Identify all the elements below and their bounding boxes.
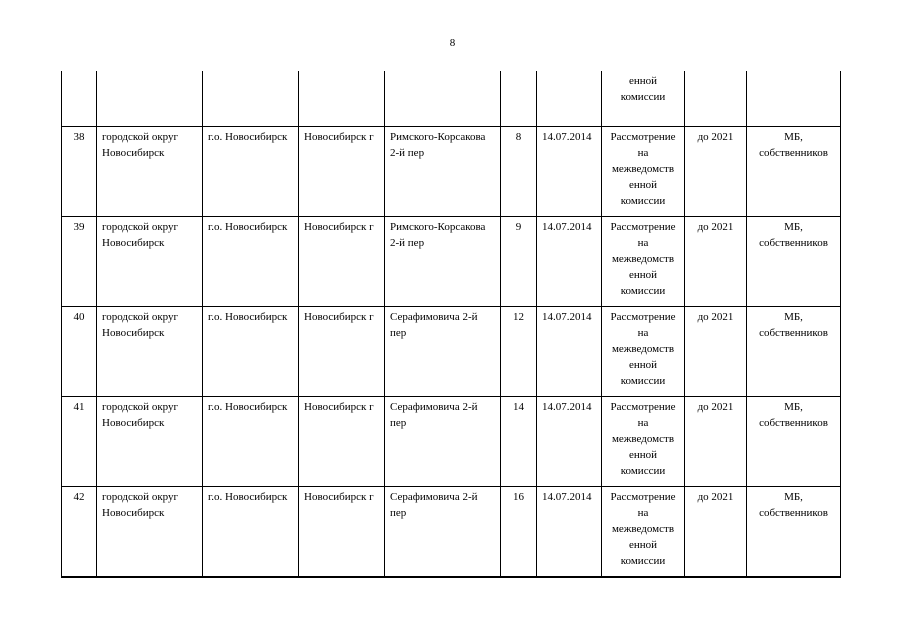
decision-line: на — [637, 237, 649, 249]
decision-cell — [602, 397, 685, 487]
settlement-cell: г.о. Новосибирск — [203, 127, 299, 217]
city-cell: Новосибирск г — [299, 397, 385, 487]
decision-cell — [602, 127, 685, 217]
decision-cell — [602, 307, 685, 397]
decision-line: енной — [628, 449, 658, 461]
street-cell: Римского-Корсакова 2-й пер — [385, 127, 501, 217]
row-number: 41 — [62, 397, 97, 487]
decision-line: межведомств — [611, 523, 675, 535]
funding-cell: МБ, собственников — [747, 397, 841, 487]
decision-cell-continued: енной комиссии — [602, 71, 685, 127]
date-cell: 14.07.2014 — [537, 487, 602, 578]
city-cell: Новосибирск г — [299, 217, 385, 307]
decision-line: комиссии — [620, 285, 666, 297]
decision-line: енной — [628, 179, 658, 191]
city-cell: Новосибирск г — [299, 127, 385, 217]
date-cell: 14.07.2014 — [537, 307, 602, 397]
decision-line: комиссии — [620, 375, 666, 387]
table-row — [62, 307, 841, 397]
house-number-cell: 14 — [501, 397, 537, 487]
decision-line: на — [637, 507, 649, 519]
decision-line: енной — [628, 539, 658, 551]
settlement-cell: г.о. Новосибирск — [203, 487, 299, 578]
table-row — [62, 487, 841, 578]
decision-line: енной — [628, 359, 658, 371]
deadline-cell: до 2021 — [685, 217, 747, 307]
deadline-cell: до 2021 — [685, 127, 747, 217]
district-cell: городской округ Новосибирск — [97, 397, 203, 487]
row-number: 42 — [62, 487, 97, 578]
date-cell: 14.07.2014 — [537, 127, 602, 217]
row-number: 38 — [62, 127, 97, 217]
date-cell: 14.07.2014 — [537, 397, 602, 487]
district-cell: городской округ Новосибирск — [97, 307, 203, 397]
row-number: 39 — [62, 217, 97, 307]
decision-line: на — [637, 417, 649, 429]
district-cell: городской округ Новосибирск — [97, 487, 203, 578]
housing-registry-table — [61, 71, 841, 578]
funding-cell: МБ, собственников — [747, 487, 841, 578]
settlement-cell: г.о. Новосибирск — [203, 307, 299, 397]
decision-line: межведомств — [611, 253, 675, 265]
decision-line: межведомств — [611, 433, 675, 445]
table-row — [62, 397, 841, 487]
funding-cell: МБ, собственников — [747, 307, 841, 397]
deadline-cell: до 2021 — [685, 397, 747, 487]
date-cell: 14.07.2014 — [537, 217, 602, 307]
decision-line: Рассмотрение — [610, 401, 676, 413]
decision-line: Рассмотрение — [610, 131, 676, 143]
decision-line: на — [637, 147, 649, 159]
decision-cell — [602, 487, 685, 578]
deadline-cell: до 2021 — [685, 487, 747, 578]
house-number-cell: 12 — [501, 307, 537, 397]
decision-line: Рассмотрение — [610, 491, 676, 503]
settlement-cell: г.о. Новосибирск — [203, 217, 299, 307]
decision-line: комиссии — [620, 555, 666, 567]
street-cell: Римского-Корсакова 2-й пер — [385, 217, 501, 307]
house-number-cell: 16 — [501, 487, 537, 578]
street-cell: Серафимовича 2-й пер — [385, 397, 501, 487]
decision-line: комиссии — [620, 195, 666, 207]
house-number-cell: 8 — [501, 127, 537, 217]
decision-line: межведомств — [611, 343, 675, 355]
table-row — [62, 127, 841, 217]
decision-line: енной — [628, 269, 658, 281]
decision-line: Рассмотрение — [610, 221, 676, 233]
house-number-cell: 9 — [501, 217, 537, 307]
district-cell: городской округ Новосибирск — [97, 217, 203, 307]
row-number: 40 — [62, 307, 97, 397]
decision-line: на — [637, 327, 649, 339]
decision-line: комиссии — [620, 465, 666, 477]
street-cell: Серафимовича 2-й пер — [385, 487, 501, 578]
decision-line: межведомств — [611, 163, 675, 175]
decision-line: Рассмотрение — [610, 311, 676, 323]
table-row — [62, 217, 841, 307]
settlement-cell: г.о. Новосибирск — [203, 397, 299, 487]
decision-cell — [602, 217, 685, 307]
deadline-cell: до 2021 — [685, 307, 747, 397]
table-row-continued — [62, 71, 841, 127]
city-cell: Новосибирск г — [299, 307, 385, 397]
street-cell: Серафимовича 2-й пер — [385, 307, 501, 397]
funding-cell: МБ, собственников — [747, 127, 841, 217]
funding-cell: МБ, собственников — [747, 217, 841, 307]
page-number: 8 — [449, 37, 456, 49]
city-cell: Новосибирск г — [299, 487, 385, 578]
district-cell: городской округ Новосибирск — [97, 127, 203, 217]
